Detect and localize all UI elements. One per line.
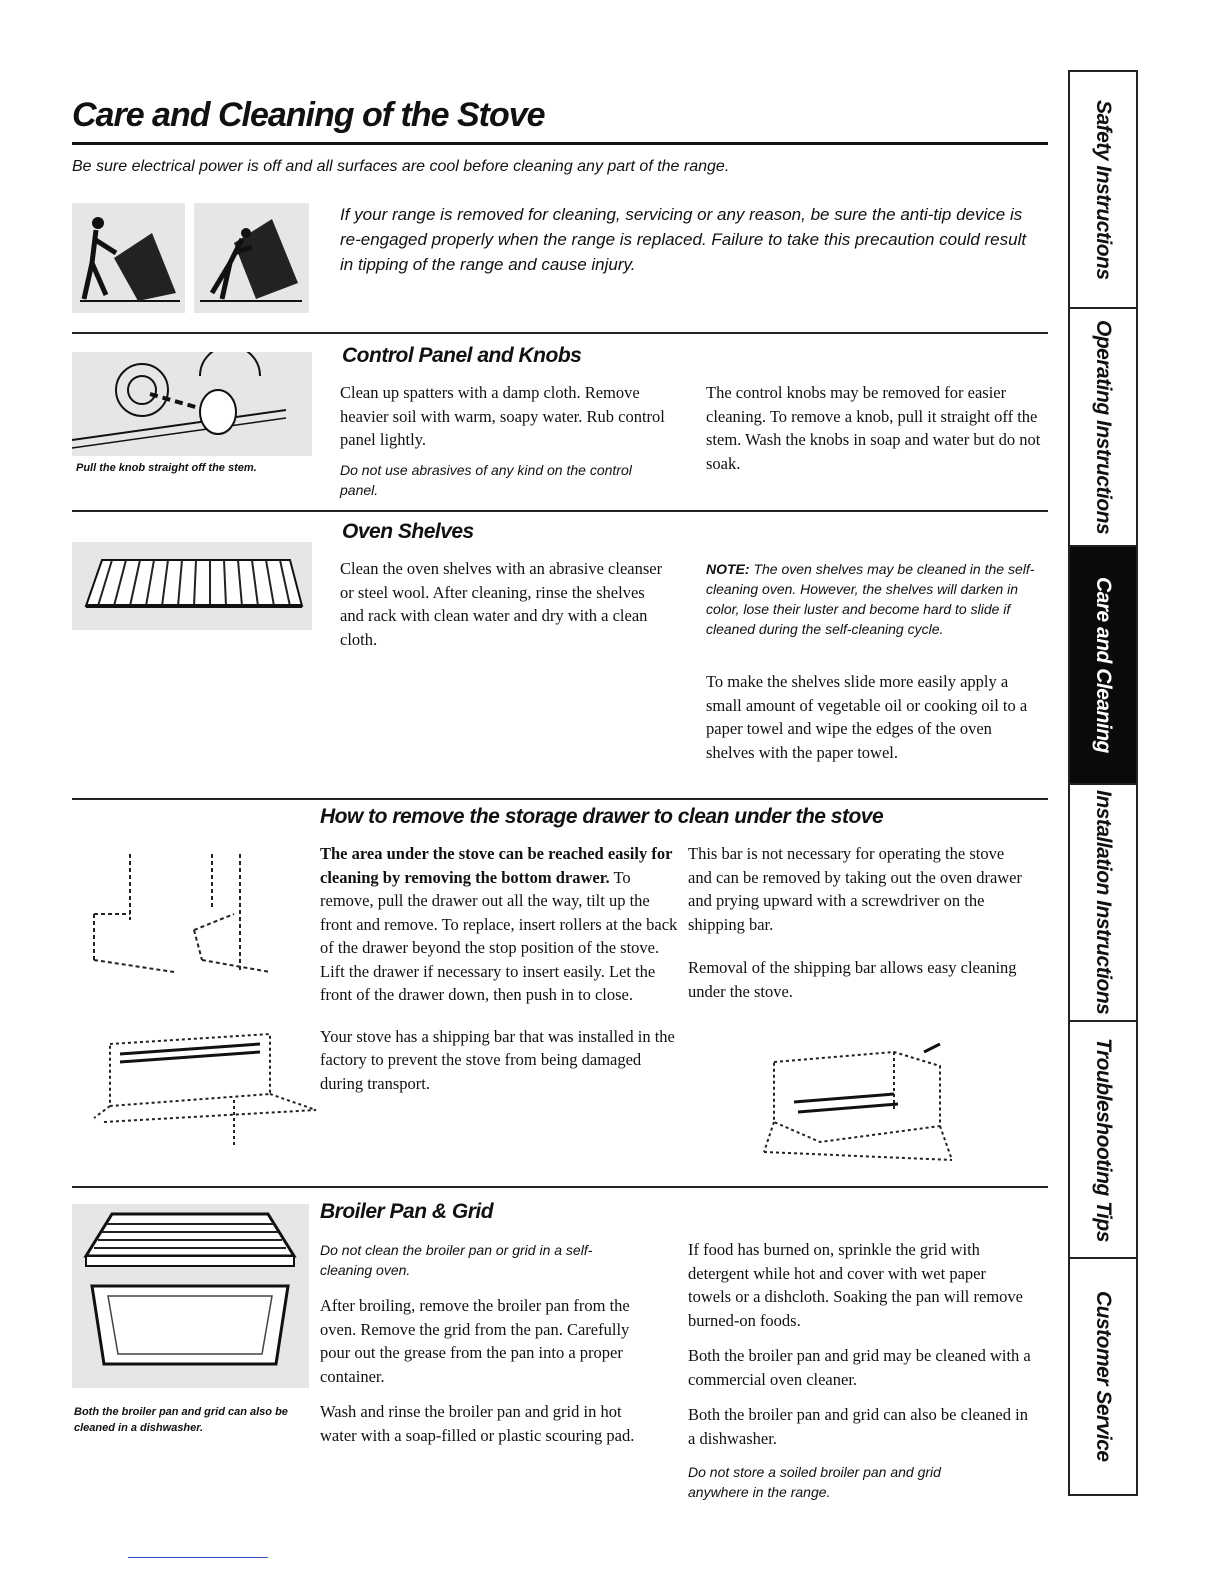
control-panel-text: Clean up spatters with a damp cloth. Remove heavier soil with warm, soapy water. Rub control panel lightly.: [340, 383, 665, 449]
drawer-bold-lead: The area under the stove can be reached easily for cleaning by removing the bottom drawer.: [320, 844, 673, 887]
shipping-bar-illustration: [84, 1030, 324, 1150]
control-panel-col1: [340, 381, 670, 464]
shipping-bar-benefit-text: Removal of the shipping bar allows easy cleaning under the stove.: [688, 958, 1017, 1001]
control-panel-col2: [706, 381, 1046, 487]
storage-drawer-heading: How to remove the storage drawer to clean under the stove: [320, 805, 884, 828]
dishwasher-text: Both the broiler pan and grid can also be cleaned in a dishwasher.: [688, 1405, 1028, 1448]
tab-label: Care and Cleaning: [1092, 577, 1115, 753]
tab-operating-instructions[interactable]: [1070, 309, 1136, 547]
broiler-pan-illustration: [72, 1204, 309, 1388]
note-text: The oven shelves may be cleaned in the self-cleaning oven. However, the shelves will darken in color, lose their luster and become hard to slide if cleaned during the self-cleaning cycle.: [706, 561, 1035, 637]
tab-label: Troubleshooting Tips: [1092, 1037, 1115, 1242]
section-rule: [72, 510, 1048, 512]
drawer-rest: To remove, pull the drawer out all the way, tilt up the front and remove. To replace, insert rollers at the back of the drawer beyond the stop position of the stove. Lift the drawer if necessary to insert easily. Let the front of the drawer down, then push in to close.: [320, 867, 678, 1004]
anti-tip-illustration-2: [194, 203, 309, 313]
control-panel-note: Do not use abrasives of any kind on the control panel.: [340, 462, 632, 498]
section-rule: [72, 1186, 1048, 1188]
shelves-slide-text: To make the shelves slide more easily apply a small amount of vegetable oil or cooking oil to a paper towel and wipe the edges of the oven shelves with the paper towel.: [706, 672, 1028, 762]
broiler-removal-text: After broiling, remove the broiler pan from the oven. Remove the grid from the pan. Carefully pour out the grease from the pan into a proper container.: [320, 1296, 630, 1386]
drawer-col2: [688, 842, 1028, 1015]
drawer-removal-illustration: [84, 850, 274, 980]
title-rule: [72, 142, 1048, 145]
footer-line: [128, 1557, 268, 1558]
broiler-caption: Both the broiler pan and grid can also be cleaned in a dishwasher.: [74, 1406, 288, 1434]
oven-shelves-col1: [340, 557, 670, 663]
shipping-bar-removal-text: This bar is not necessary for operating the stove and can be removed by taking out the oven drawer and prying upward with a screwdriver on the shipping bar.: [688, 844, 1023, 934]
control-knobs-text: The control knobs may be removed for easier cleaning. To remove a knob, pull it straight off the stem. Wash the knobs in soap and water but do not soak.: [706, 383, 1041, 473]
section-rule: [72, 332, 1048, 334]
broiler-self-clean-warning: Do not clean the broiler pan or grid in a self-cleaning oven.: [320, 1242, 593, 1278]
oven-shelves-col2: [706, 670, 1041, 776]
oven-shelves-heading: Oven Shelves: [342, 520, 474, 543]
shipping-bar-text: Your stove has a shipping bar that was installed in the factory to prevent the stove from being damaged during transport.: [320, 1026, 675, 1093]
side-tab-nav: [1068, 70, 1138, 1496]
oven-shelf-illustration: [72, 542, 312, 630]
broiler-storage-warning: Do not store a soiled broiler pan and grid anywhere in the range.: [688, 1464, 941, 1500]
tab-label: Safety Instructions: [1092, 99, 1115, 280]
oven-shelves-note: [706, 559, 1046, 639]
broiler-col1: [320, 1240, 660, 1459]
oven-cleaner-text: Both the broiler pan and grid may be cleaned with a commercial oven cleaner.: [688, 1346, 1031, 1389]
tab-label: Customer Service: [1092, 1291, 1115, 1462]
knob-caption: Pull the knob straight off the stem.: [76, 462, 257, 474]
knob-illustration: [72, 352, 312, 456]
tab-customer-service[interactable]: [1070, 1259, 1136, 1494]
drawer-removal-text: [320, 842, 680, 1007]
under-stove-illustration: [744, 1042, 960, 1172]
tab-care-and-cleaning[interactable]: [1070, 547, 1136, 785]
burned-food-text: If food has burned on, sprinkle the grid with detergent while hot and cover with wet paper towels or a dishcloth. Soaking the pan will remove burned-on foods.: [688, 1240, 1023, 1330]
tab-safety-instructions[interactable]: [1070, 72, 1136, 309]
tab-installation-instructions[interactable]: [1070, 785, 1136, 1022]
drawer-col1: [320, 842, 680, 1107]
broiler-wash-text: Wash and rinse the broiler pan and grid in hot water with a soap-filled or plastic scouring pad.: [320, 1402, 635, 1445]
tab-troubleshooting-tips[interactable]: [1070, 1022, 1136, 1259]
note-label: NOTE:: [706, 561, 750, 577]
tab-label: Installation Instructions: [1092, 790, 1115, 1015]
tab-label: Operating Instructions: [1092, 319, 1115, 535]
broiler-col2: [688, 1238, 1033, 1502]
broiler-heading: Broiler Pan & Grid: [320, 1200, 494, 1223]
page-subtitle: Be sure electrical power is off and all surfaces are cool before cleaning any part of the range.: [72, 158, 730, 175]
oven-shelves-text: Clean the oven shelves with an abrasive cleanser or steel wool. After cleaning, rinse the shelves and rack with clean water and dry with a clean cloth.: [340, 559, 663, 649]
anti-tip-warning: If your range is removed for cleaning, servicing or any reason, be sure the anti-tip device is re-engaged properly when the range is replaced. Failure to take this precaution could result in tipping of the range and cause injury.: [340, 205, 1027, 274]
control-panel-heading: Control Panel and Knobs: [342, 344, 582, 367]
anti-tip-illustration-1: [72, 203, 185, 313]
section-rule: [72, 798, 1048, 800]
page-title: Care and Cleaning of the Stove: [72, 96, 545, 134]
